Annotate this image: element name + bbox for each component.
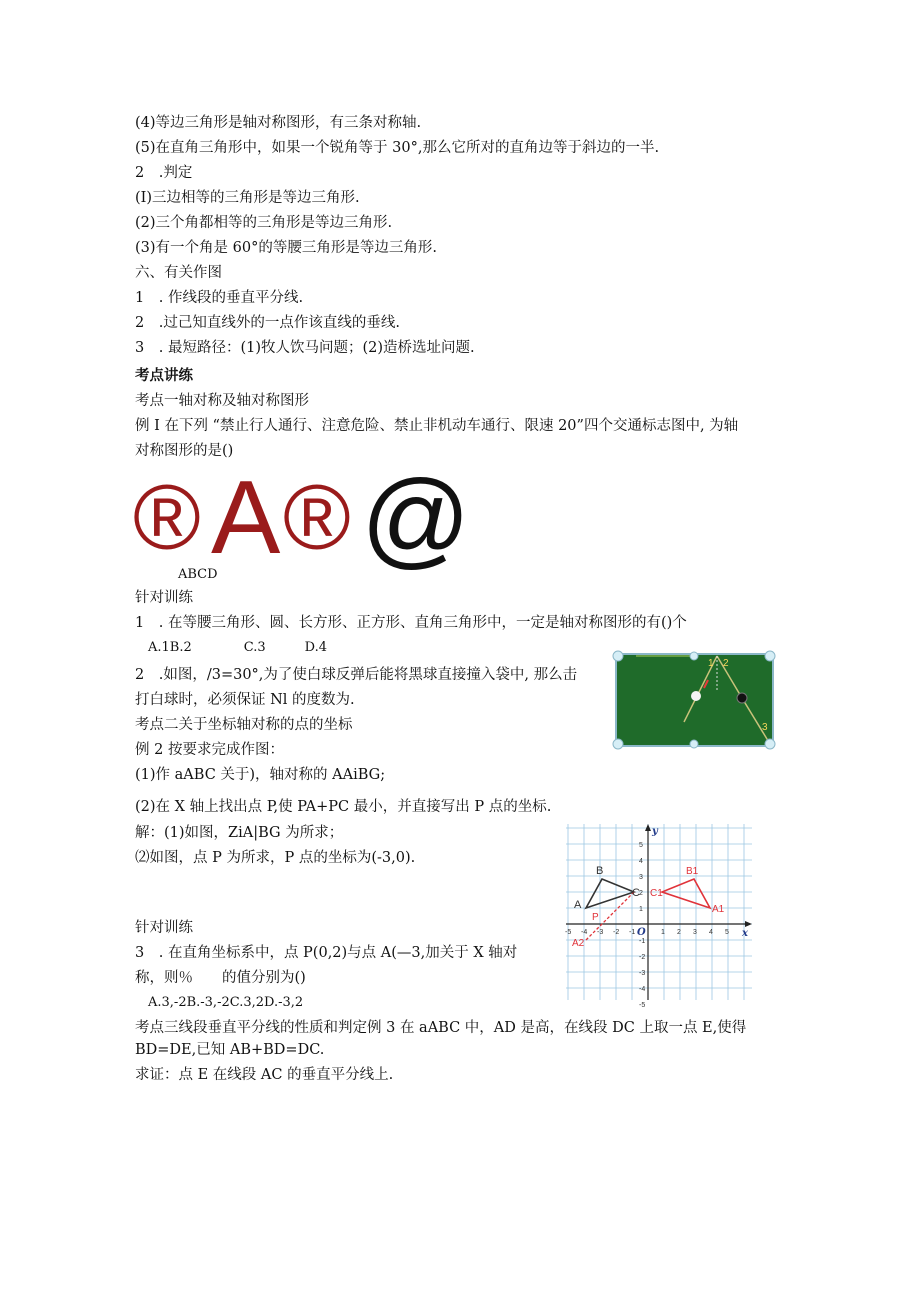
- sign-a: ®: [133, 467, 201, 569]
- white-ball: [691, 691, 701, 701]
- x-tick-label: 1: [661, 929, 665, 936]
- x-tick-label: 5: [725, 929, 729, 936]
- text-line: (1)作 aABC 关于)，轴对称的 AAiBG;: [135, 767, 386, 783]
- y-tick-label: 4: [639, 858, 643, 865]
- point-label-c: C: [632, 887, 640, 899]
- text-line: 2 .过己知直线外的一点作该直线的垂线.: [135, 315, 400, 331]
- section-heading: 考点讲练: [135, 368, 193, 384]
- point-label-a1: A1: [712, 904, 725, 915]
- x-tick-label: -5: [565, 929, 572, 936]
- pocket: [765, 739, 775, 749]
- triangle-abc: [586, 879, 634, 908]
- text-line: (4)等边三角形是轴对称图形，有三条对称轴.: [135, 115, 422, 131]
- point-label-b1: B1: [686, 866, 699, 877]
- y-tick-label: -4: [639, 986, 646, 993]
- text-line: 称，则％ 的值分别为(): [135, 970, 306, 986]
- angle-label-1: 1: [708, 658, 714, 669]
- y-tick-label: -1: [639, 938, 646, 945]
- x-tick-label: 3: [693, 929, 697, 936]
- x-tick-labels: [565, 929, 729, 936]
- y-tick-label: 5: [639, 842, 643, 849]
- black-ball: [737, 693, 747, 703]
- text-line: 求证：点 E 在线段 AC 的垂直平分线上.: [135, 1067, 394, 1083]
- x-axis-label: x: [742, 928, 748, 939]
- text-line: 例 2 按要求完成作图：: [135, 742, 284, 758]
- pocket: [613, 739, 623, 749]
- text-line: BD=DE,已知 AB+BD=DC.: [135, 1042, 325, 1058]
- point-label-a: A: [574, 899, 582, 911]
- sign-b: A: [211, 460, 281, 576]
- y-tick-label: -3: [639, 970, 646, 977]
- x-tick-label: 4: [709, 929, 713, 936]
- topic-heading: 考点一轴对称及轴对称图形: [135, 393, 309, 409]
- text-line: (2)在 X 轴上找出点 P,使 PA+PC 最小，并直接写出 P 点的坐标.: [135, 799, 552, 815]
- x-tick-label: -3: [597, 929, 604, 936]
- point-label-b: B: [596, 865, 604, 877]
- text-line: 1 . 在等腰三角形、圆、长方形、正方形、直角三角形中，一定是轴对称图形的有()个: [135, 615, 687, 631]
- y-tick-labels: [639, 842, 645, 1009]
- text-line: (2)三个角都相等的三角形是等边三角形.: [135, 215, 393, 231]
- answer-options: A.3,-2B.-3,-2C.3,2D.-3,2: [135, 995, 304, 1010]
- x-tick-label: -1: [629, 929, 636, 936]
- text-line: 考点三线段垂直平分线的性质和判定例 3 在 aABC 中，AD 是高，在线段 DC 上取一点 E,使得: [135, 1020, 747, 1036]
- section-heading: 六、有关作图: [135, 265, 222, 281]
- text-line: 2 .判定: [135, 165, 193, 181]
- x-tick-label: 2: [677, 929, 681, 936]
- angle-label-3: 3: [762, 722, 768, 733]
- section-heading: 针对训练: [135, 920, 193, 936]
- option-labels: ABCD: [178, 567, 218, 582]
- section-heading: 针对训练: [135, 590, 193, 606]
- x-tick-label: -4: [581, 929, 588, 936]
- angle-label-2: 2: [723, 658, 729, 669]
- text-line: (5)在直角三角形中，如果一个锐角等于 30°,那么它所对的直角边等于斜边的一半.: [135, 140, 660, 156]
- point-label-p: P: [592, 912, 599, 923]
- coordinate-grid-figure: [565, 824, 752, 1009]
- text-line: 2 .如图，/3=30°,为了使白球反弹后能将黑球直接撞入袋中, 那么击: [135, 667, 578, 683]
- y-axis-arrow: [645, 824, 651, 831]
- y-tick-label: 3: [639, 874, 643, 881]
- text-line: ⑵如图，点 P 为所求，P 点的坐标为(-3,0).: [135, 850, 416, 866]
- y-axis-label: y: [652, 826, 658, 837]
- sign-d: @: [361, 457, 471, 578]
- billiard-table-figure: [612, 650, 777, 750]
- triangle-a1b1c1: [662, 879, 710, 908]
- answer-options: A.1B.2 C.3 D.4: [135, 640, 327, 655]
- x-axis-arrow: [745, 921, 752, 927]
- pocket: [690, 652, 698, 660]
- y-tick-label: 2: [639, 890, 643, 897]
- y-tick-label: -2: [639, 954, 646, 961]
- pocket: [613, 651, 623, 661]
- sign-c: ®: [283, 467, 351, 569]
- text-line: (I)三边相等的三角形是等边三角形.: [135, 190, 360, 206]
- text-line: 对称图形的是(): [135, 443, 234, 459]
- point-label-a2: A2: [572, 938, 585, 949]
- point-label-c1: C1: [650, 888, 663, 899]
- text-line: 1 . 作线段的垂直平分线.: [135, 290, 304, 306]
- text-line: 例 I 在下列 “禁止行人通行、注意危险、禁止非机动车通行、限速 20”四个交通标志图中, 为轴: [135, 418, 739, 434]
- text-line: 打白球时，必须保证 Nl 的度数为.: [135, 692, 355, 708]
- text-line: 3 . 最短路径：(1)牧人饮马问题；(2)造桥选址问题.: [135, 340, 475, 356]
- y-tick-label: 1: [639, 906, 643, 913]
- pocket: [690, 740, 698, 748]
- x-tick-label: -2: [613, 929, 620, 936]
- pocket: [765, 651, 775, 661]
- topic-heading: 考点二关于坐标轴对称的点的坐标: [135, 717, 353, 733]
- text-line: (3)有一个角是 60°的等腰三角形是等边三角形.: [135, 240, 437, 256]
- y-tick-label: -5: [639, 1002, 646, 1009]
- text-line: 3 . 在直角坐标系中，点 P(0,2)与点 A(—3,加关于 X 轴对: [135, 945, 518, 961]
- origin-label: O: [637, 927, 646, 938]
- text-line: 解：(1)如图，ZiA|BG 为所求；: [135, 825, 344, 841]
